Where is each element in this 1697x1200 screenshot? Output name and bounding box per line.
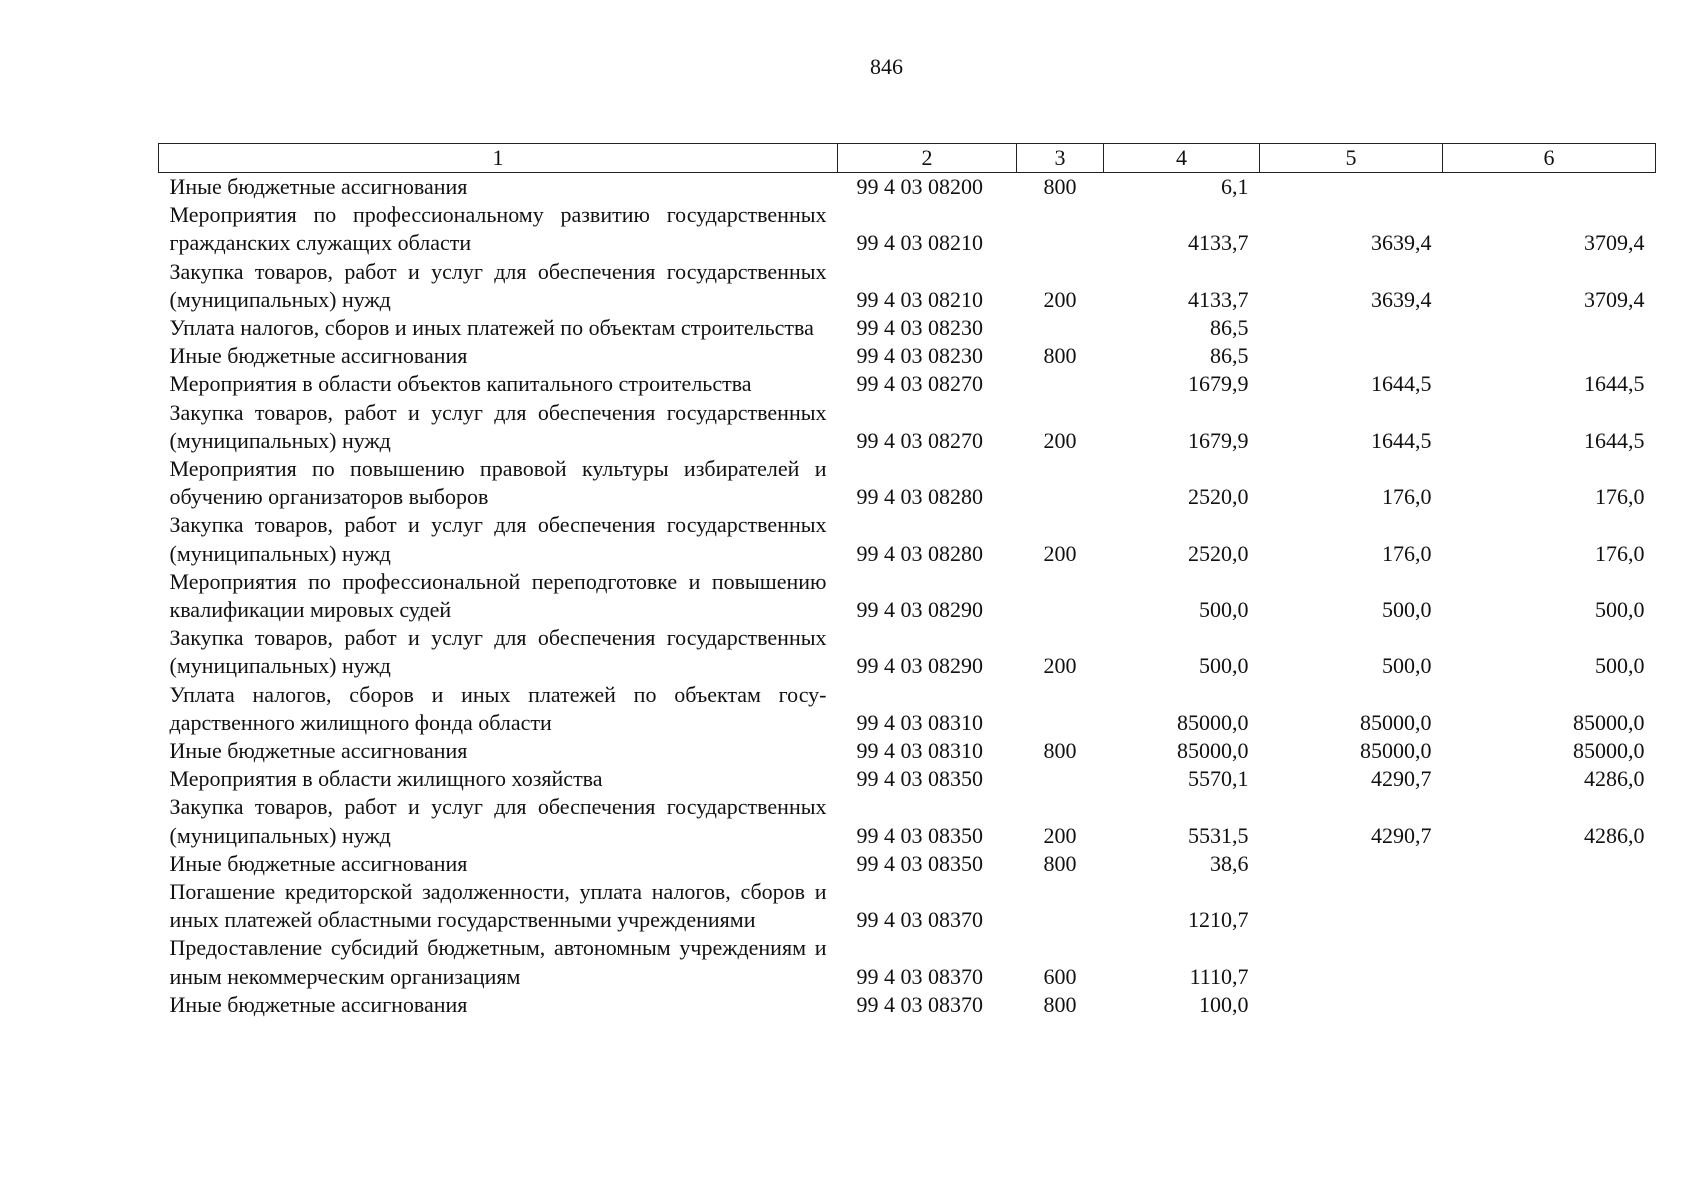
row-value-col4: 86,5 [1210,315,1249,341]
row-code: 99 4 03 08310 [856,709,983,735]
row-expense-type: 800 [1043,738,1077,764]
row-value-col4: 1210,7 [1188,907,1249,933]
column-header-5: 5 [1260,144,1443,173]
row-value-col6 [1443,991,1656,1019]
row-code: 99 4 03 08370 [856,963,983,989]
row-value-col5: 176,0 [1382,484,1432,510]
column-header-2: 2 [838,144,1017,173]
row-code: 99 4 03 08230 [856,343,983,369]
row-value-col4: 6,1 [1221,174,1249,199]
table-row [159,793,1656,849]
table-row [159,201,1656,257]
table-row [159,878,1656,934]
row-value-col6: 3709,4 [1584,230,1645,256]
row-code: 99 4 03 08370 [856,991,983,1017]
row-name: Уплата налогов, сборов и иных платежей по объектам государственного жилищного фонда области [169,681,827,735]
table-row [159,681,1656,737]
row-value-col6: 176,0 [1595,484,1645,510]
row-code: 99 4 03 08350 [856,822,983,848]
row-value-col4: 1679,9 [1188,371,1249,397]
row-value-col5 [1260,850,1443,878]
row-value-col5: 85000,0 [1360,738,1432,764]
table-row [159,342,1656,370]
row-name: Закупка товаров, работ и услуг для обеспечения государственных (муниципальных) нужд [169,258,827,312]
row-value-col6: 3709,4 [1584,286,1645,312]
row-value-col6 [1443,342,1656,370]
row-name: Уплата налогов, сборов и иных платежей по объектам строительства [169,315,814,341]
table-row [159,765,1656,793]
row-expense-type [1017,568,1104,624]
row-value-col6: 4286,0 [1584,822,1645,848]
row-code: 99 4 03 08270 [856,371,983,397]
row-code: 99 4 03 08270 [856,427,983,453]
row-value-col5: 500,0 [1382,653,1432,679]
row-value-col6: 85000,0 [1573,709,1645,735]
row-value-col4: 4133,7 [1188,230,1249,256]
column-header-3: 3 [1017,144,1104,173]
row-value-col6: 176,0 [1595,540,1645,566]
row-name: Иные бюджетные ассигнования [169,850,468,876]
row-name: Мероприятия в области объектов капитального строительства [169,371,752,397]
row-name: Предоставление субсидий бюджетным, автономным учреждениям и иным некоммерческим организациям [169,935,827,989]
row-code: 99 4 03 08280 [856,484,983,510]
row-value-col6 [1443,878,1656,934]
table-body [159,173,1656,1020]
row-code: 99 4 03 08280 [856,540,983,566]
table-row [159,568,1656,624]
row-name: Мероприятия по профессиональной переподготовке и повышению квалификации мировых судей [169,568,827,623]
row-expense-type [1017,765,1104,793]
table-row [159,991,1656,1019]
row-name: Закупка товаров, работ и услуг для обеспечения государственных (муниципальных) нужд [169,399,827,453]
row-expense-type: 800 [1043,850,1077,876]
row-value-col4: 100,0 [1199,991,1249,1017]
table-row [159,455,1656,511]
row-expense-type: 200 [1043,286,1077,312]
row-code: 99 4 03 08290 [856,597,983,623]
row-value-col6: 4286,0 [1584,766,1645,792]
row-value-col6 [1443,173,1656,202]
row-value-col5: 3639,4 [1371,230,1432,256]
row-value-col5: 85000,0 [1360,709,1432,735]
row-value-col6: 85000,0 [1573,738,1645,764]
table-header [159,144,1656,173]
header-row [159,144,1656,173]
row-value-col5: 176,0 [1382,540,1432,566]
row-expense-type [1017,370,1104,398]
row-value-col4: 4133,7 [1188,286,1249,312]
row-name: Мероприятия по профессиональному развитию государственных гражданских служащих области [169,202,827,256]
row-name: Мероприятия по повышению правовой культуры избирателей и обучению организаторов выборов [169,456,827,510]
row-value-col6: 1644,5 [1584,371,1645,397]
row-name: Иные бюджетные ассигнования [169,174,468,199]
row-expense-type: 200 [1043,427,1077,453]
row-code: 99 4 03 08350 [856,850,983,876]
row-value-col4: 85000,0 [1177,738,1249,764]
row-value-col6: 1644,5 [1584,427,1645,453]
table-row [159,737,1656,765]
row-value-col5 [1260,173,1443,202]
row-code: 99 4 03 08370 [856,907,983,933]
row-value-col5 [1260,878,1443,934]
row-code: 99 4 03 08290 [856,653,983,679]
table-row [159,850,1656,878]
row-value-col4: 5531,5 [1188,822,1249,848]
row-value-col5: 3639,4 [1371,286,1432,312]
table-row [159,511,1656,567]
table-row [159,399,1656,455]
row-value-col6: 500,0 [1595,597,1645,623]
row-name: Погашение кредиторской задолженности, уплата налогов, сборов и иных платежей областными государственными учреждениями [169,879,827,933]
row-code: 99 4 03 08230 [856,315,983,341]
row-name: Иные бюджетные ассигнования [169,343,468,369]
row-code: 99 4 03 08210 [856,286,983,312]
row-value-col4: 500,0 [1199,597,1249,623]
row-value-col4: 38,6 [1210,850,1249,876]
column-header-6: 6 [1443,144,1656,173]
row-value-col5 [1260,342,1443,370]
row-name: Закупка товаров, работ и услуг для обеспечения государственных (муниципальных) нужд [169,512,827,566]
row-value-col4: 85000,0 [1177,709,1249,735]
row-value-col4: 2520,0 [1188,540,1249,566]
row-expense-type: 200 [1043,653,1077,679]
row-expense-type: 800 [1043,991,1077,1017]
row-expense-type [1017,681,1104,737]
table-row [159,314,1656,342]
row-name: Мероприятия в области жилищного хозяйства [169,766,603,792]
row-name: Иные бюджетные ассигнования [169,991,468,1017]
row-value-col4: 500,0 [1199,653,1249,679]
row-value-col5: 500,0 [1382,597,1432,623]
row-expense-type [1017,878,1104,934]
row-expense-type: 200 [1043,540,1077,566]
row-value-col4: 1679,9 [1188,427,1249,453]
row-expense-type: 200 [1043,822,1077,848]
row-value-col5: 4290,7 [1371,766,1432,792]
row-expense-type: 800 [1043,174,1077,199]
row-code: 99 4 03 08210 [856,230,983,256]
row-value-col6 [1443,314,1656,342]
row-expense-type: 800 [1043,343,1077,369]
row-name: Закупка товаров, работ и услуг для обеспечения государственных (муниципальных) нужд [169,794,827,848]
row-value-col5: 4290,7 [1371,822,1432,848]
row-value-col5 [1260,934,1443,990]
table-row [159,934,1656,990]
row-value-col5 [1260,314,1443,342]
column-header-4: 4 [1104,144,1260,173]
page-number: 846 [870,54,903,79]
row-expense-type [1017,455,1104,511]
row-value-col4: 86,5 [1210,343,1249,369]
row-value-col4: 1110,7 [1189,963,1249,989]
table-row [159,173,1656,202]
row-name: Закупка товаров, работ и услуг для обеспечения государственных (муниципальных) нужд [169,625,827,679]
row-code: 99 4 03 08350 [856,766,983,792]
row-value-col5: 1644,5 [1371,427,1432,453]
table-row [159,258,1656,314]
row-value-col4: 2520,0 [1188,484,1249,510]
row-expense-type: 600 [1043,963,1077,989]
table-row [159,370,1656,398]
row-code: 99 4 03 08310 [856,738,983,764]
row-code: 99 4 03 08200 [856,174,983,199]
row-value-col5: 1644,5 [1371,371,1432,397]
budget-table [158,143,1656,1019]
row-value-col6: 500,0 [1595,653,1645,679]
row-name: Иные бюджетные ассигнования [169,738,468,764]
column-header-1: 1 [159,144,838,173]
row-value-col6 [1443,850,1656,878]
row-value-col5 [1260,991,1443,1019]
row-expense-type [1017,201,1104,257]
table-row [159,624,1656,680]
row-value-col6 [1443,934,1656,990]
row-value-col4: 5570,1 [1188,766,1249,792]
row-expense-type [1017,314,1104,342]
